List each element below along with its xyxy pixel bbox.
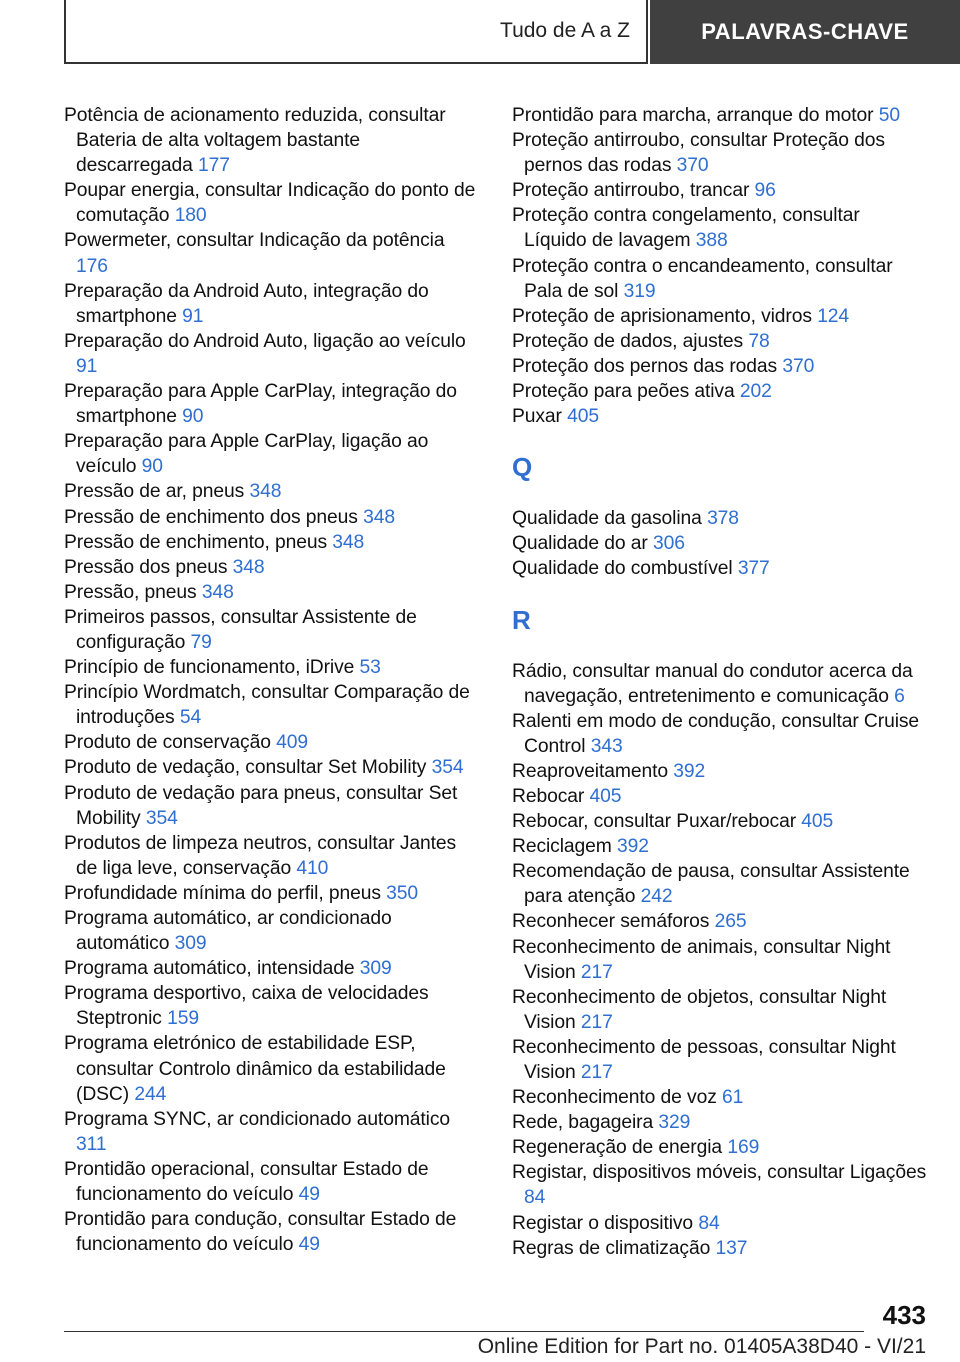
page-link[interactable]: 49 [298, 1184, 320, 1206]
index-entry [64, 103, 479, 178]
entry-text: Rebocar, consultar Puxar/rebocar [512, 811, 797, 833]
entry-text: Regras de climatização [512, 1237, 711, 1259]
entry-text: Preparação para Apple CarPlay, ligação ao veículo [64, 431, 429, 478]
index-entry [64, 680, 479, 730]
entry-text: Proteção dos pernos das rodas [512, 355, 778, 377]
entry-text: Regeneração de energia [512, 1137, 723, 1159]
page-link[interactable]: 90 [182, 406, 204, 428]
page-link[interactable]: 54 [179, 707, 202, 729]
index-entry [64, 881, 479, 906]
index-entry [64, 781, 479, 831]
index-entry [512, 1236, 927, 1261]
page-link[interactable]: 96 [754, 180, 776, 202]
index-column-left [64, 103, 479, 1257]
index-entry [512, 103, 927, 128]
entry-text: Produtos de limpeza neutros, consultar Jantes de liga leve, conservação [64, 832, 457, 879]
page-link[interactable]: 244 [134, 1083, 167, 1105]
entry-text: Programa automático, ar condicionado automático [64, 908, 392, 955]
index-entry [64, 981, 479, 1031]
index-entry [64, 956, 479, 981]
entry-text: Programa eletrónico de estabilidade ESP, consultar Controlo dinâmico da estabilidade (DSC) [64, 1033, 446, 1105]
index-entry [512, 909, 927, 934]
index-entry [64, 479, 479, 504]
index-entry [64, 605, 479, 655]
entry-text: Rádio, consultar manual do condutor acerca da navegação, entretenimento e comunicação [512, 660, 913, 707]
page-link[interactable]: 91 [76, 355, 98, 377]
page-link[interactable]: 405 [589, 785, 622, 807]
page-link[interactable]: 53 [359, 657, 381, 679]
page-link[interactable]: 405 [801, 811, 834, 833]
page-link[interactable]: 202 [739, 381, 772, 403]
entry-text: Princípio Wordmatch, consultar Comparação de introduções [64, 682, 470, 729]
page-link[interactable]: 329 [658, 1112, 691, 1134]
page-link[interactable]: 137 [715, 1237, 748, 1259]
entry-text: Rebocar [512, 785, 585, 807]
page-link[interactable]: 343 [590, 735, 623, 757]
index-entry [64, 505, 479, 530]
index-entry [512, 784, 927, 809]
page-link[interactable]: 84 [698, 1212, 720, 1234]
page-link[interactable]: 392 [617, 836, 649, 858]
entry-text: Reciclagem [512, 836, 612, 858]
index-entry [64, 379, 479, 429]
page-link[interactable]: 309 [359, 958, 392, 980]
page-link[interactable]: 410 [296, 857, 329, 879]
index-entry [512, 404, 927, 429]
page-link[interactable]: 311 [76, 1133, 107, 1155]
page-link[interactable]: 49 [298, 1234, 320, 1256]
header-rule-bottom [64, 62, 648, 64]
entry-text: Powermeter, consultar Indicação da potência [64, 230, 445, 252]
page-link[interactable]: 378 [707, 508, 739, 530]
index-entry [512, 985, 927, 1035]
index-entry [512, 1035, 927, 1085]
page-link[interactable]: 405 [567, 406, 600, 428]
page-link[interactable]: 169 [727, 1137, 760, 1159]
entry-text: Prontidão operacional, consultar Estado de funcionamento do veículo [64, 1158, 429, 1206]
page-link[interactable]: 348 [232, 556, 265, 578]
page-link[interactable]: 388 [695, 230, 728, 252]
index-entry [64, 730, 479, 755]
page-link[interactable]: 242 [640, 886, 673, 908]
entry-text: Rede, bagageira [512, 1112, 654, 1134]
entry-text: Pressão de ar, pneus [64, 481, 245, 503]
page-link[interactable]: 354 [145, 807, 178, 829]
index-entry [512, 178, 927, 203]
entry-text: Programa SYNC, ar condicionado automático [64, 1108, 451, 1130]
entry-text: Puxar [512, 406, 562, 428]
entry-text: Qualidade do ar [512, 533, 648, 555]
page-link[interactable]: 319 [623, 280, 656, 302]
entry-text: Ralenti em modo de condução, consultar Cruise Control [512, 710, 920, 757]
entry-text: Reaproveitamento [512, 760, 668, 782]
page-link[interactable]: 79 [190, 631, 212, 653]
index-entry [512, 1135, 927, 1160]
entry-text: Proteção de aprisionamento, vidros [512, 305, 812, 327]
page-link[interactable]: 176 [76, 255, 108, 277]
page-link[interactable]: 354 [431, 757, 464, 779]
entry-text: Qualidade do combustível [512, 558, 733, 580]
index-entry [64, 429, 479, 479]
index-column-right [512, 103, 927, 1261]
index-entry [512, 531, 927, 556]
header-rule-left [64, 0, 66, 64]
page-link[interactable]: 180 [174, 205, 207, 227]
index-entry [64, 530, 479, 555]
index-entry [64, 555, 479, 580]
entry-text: Pressão de enchimento, pneus [64, 531, 328, 553]
page-link[interactable]: 409 [276, 732, 308, 754]
index-entry [512, 354, 927, 379]
index-entry [512, 379, 927, 404]
chapter-tab: PALAVRAS-CHAVE [650, 0, 960, 64]
entry-text: Qualidade da gasolina [512, 508, 702, 530]
index-entry [512, 834, 927, 859]
index-entry [64, 1107, 479, 1157]
page-link[interactable]: 159 [167, 1008, 199, 1030]
page-link[interactable]: 217 [580, 961, 613, 983]
page-link[interactable]: 370 [782, 355, 815, 377]
entry-text: Registar, dispositivos móveis, consultar Ligações [512, 1162, 927, 1184]
entry-text: Prontidão para marcha, arranque do motor [512, 105, 874, 126]
page-link[interactable]: 392 [673, 760, 706, 782]
entry-text: Potência de acionamento reduzida, consultar Bateria de alta voltagem bastante descarregada [64, 105, 446, 177]
index-entry [512, 329, 927, 354]
index-entry [64, 906, 479, 956]
entry-text: Poupar energia, consultar Indicação do ponto de comutação [64, 180, 476, 227]
index-entry [512, 709, 927, 759]
entry-text: Produto de vedação para pneus, consultar Set Mobility [64, 782, 458, 829]
index-entry [512, 809, 927, 834]
entry-text: Princípio de funcionamento, iDrive [64, 657, 355, 679]
index-entry [512, 759, 927, 784]
entry-text: Proteção de dados, ajustes [512, 330, 744, 352]
page-link[interactable]: 78 [748, 330, 770, 352]
entry-text: Pressão dos pneus [64, 556, 228, 578]
index-entry [64, 580, 479, 605]
entry-text: Produto de conservação [64, 732, 271, 754]
index-entry [512, 128, 927, 178]
index-entry [64, 329, 479, 379]
footer-rule [64, 1331, 864, 1332]
letter-heading-q: Q [512, 452, 533, 483]
entry-text: Preparação do Android Auto, ligação ao veículo [64, 330, 466, 352]
entry-text: Proteção contra congelamento, consultar Líquido de lavagem [512, 205, 860, 252]
entry-text: Profundidade mínima do perfil, pneus [64, 882, 381, 904]
page-link[interactable]: 348 [249, 481, 282, 503]
page-link[interactable]: 348 [332, 531, 365, 553]
index-entry [512, 1110, 927, 1135]
index-group-p [512, 103, 927, 429]
entry-text: Primeiros passos, consultar Assistente de configuração [64, 606, 417, 653]
index-entry [512, 1160, 927, 1210]
footer-edition: Online Edition for Part no. 01405A38D40 - VI/21 [477, 1335, 926, 1358]
entry-text: Produto de vedação, consultar Set Mobility [64, 757, 427, 779]
page-link[interactable]: 348 [363, 506, 395, 528]
index-entry [64, 755, 479, 780]
page-link[interactable]: 84 [524, 1187, 546, 1209]
index-entry [512, 1085, 927, 1110]
entry-text: Reconhecimento de animais, consultar Night Vision [512, 936, 891, 983]
entry-text: Programa desportivo, caixa de velocidades Steptronic [64, 983, 429, 1030]
index-entry [512, 254, 927, 304]
page-link[interactable]: 61 [722, 1087, 744, 1109]
page-link[interactable]: 350 [386, 882, 419, 904]
entry-text: Reconhecimento de pessoas, consultar Night Vision [512, 1036, 896, 1083]
page-link[interactable]: 217 [580, 1062, 613, 1083]
index-entry [64, 831, 479, 881]
index-entry [512, 659, 927, 709]
letter-heading-r: R [512, 604, 531, 635]
index-group-r [512, 659, 927, 1261]
entry-text: Reconhecer semáforos [512, 911, 710, 933]
index-entry [512, 859, 927, 909]
page-link[interactable]: 309 [174, 933, 207, 955]
entry-text: Pressão, pneus [64, 581, 197, 603]
index-entry [512, 935, 927, 985]
entry-text: Prontidão para condução, consultar Estado de funcionamento do veículo [64, 1209, 457, 1256]
index-entry [64, 1207, 479, 1257]
page-link[interactable]: 348 [201, 581, 234, 603]
index-entry [512, 506, 927, 531]
page-link[interactable]: 306 [652, 533, 685, 555]
entry-text: Pressão de enchimento dos pneus [64, 506, 358, 528]
page-number: 433 [882, 1300, 926, 1330]
index-entry [512, 556, 927, 581]
entry-text: Reconhecimento de voz [512, 1087, 717, 1109]
entry-text: Proteção para peões ativa [512, 381, 735, 403]
entry-text: Programa automático, intensidade [64, 958, 355, 980]
index-entry [64, 279, 479, 329]
page-link[interactable]: 265 [714, 911, 747, 933]
entry-text: Recomendação de pausa, consultar Assistente para atenção [512, 861, 910, 908]
entry-text: Preparação para Apple CarPlay, integração do smartphone [64, 381, 457, 428]
page-link[interactable]: 124 [817, 305, 850, 327]
page-link[interactable]: 91 [182, 305, 204, 327]
entry-text: Proteção antirroubo, consultar Proteção dos pernos das rodas [512, 130, 885, 177]
index-entry [512, 203, 927, 253]
page-link[interactable]: 50 [878, 105, 900, 126]
index-entry [64, 178, 479, 228]
page-link[interactable]: 217 [580, 1011, 613, 1033]
entry-text: Registar o dispositivo [512, 1212, 694, 1234]
index-entry [512, 1211, 927, 1236]
page-link[interactable]: 90 [141, 456, 163, 478]
page-link[interactable]: 370 [676, 155, 709, 177]
entry-text: Reconhecimento de objetos, consultar Night Vision [512, 986, 887, 1033]
index-entry [64, 655, 479, 680]
index-entry [64, 228, 479, 278]
page-link[interactable]: 377 [737, 558, 770, 580]
index-entry [64, 1157, 479, 1207]
index-group-q [512, 506, 927, 581]
entry-text: Proteção antirroubo, trancar [512, 180, 750, 202]
section-title: Tudo de A a Z [480, 0, 648, 62]
index-entry [512, 304, 927, 329]
entry-text: Proteção contra o encandeamento, consultar Pala de sol [512, 255, 893, 302]
entry-text: Preparação da Android Auto, integração do smartphone [64, 280, 429, 327]
page-link[interactable]: 177 [197, 155, 230, 177]
index-entry [64, 1031, 479, 1106]
page-link[interactable]: 6 [894, 685, 905, 707]
